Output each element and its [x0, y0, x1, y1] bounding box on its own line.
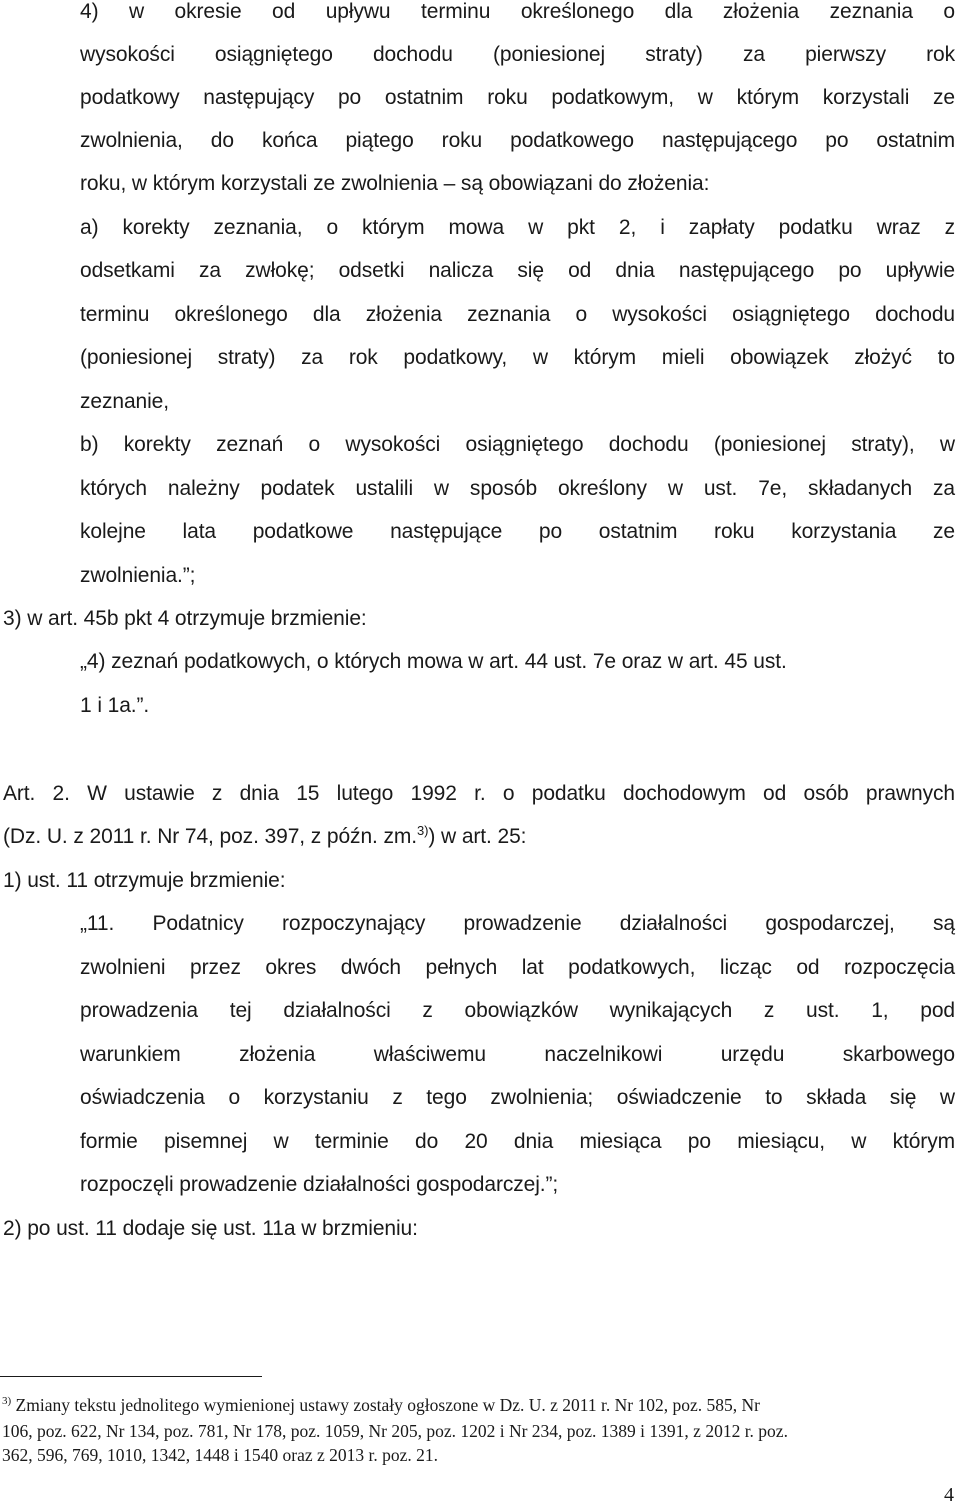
article-heading-line: Art. 2. W ustawie z dnia 15 lutego 1992 r. o podatku dochodowym od osób prawnych [3, 782, 955, 805]
text-line: a) korekty zeznania, o którym mowa w pkt 2, i zapłaty podatku wraz z [80, 216, 955, 239]
text-line: prowadzenia tej działalności z obowiązków wynikających z ust. 1, pod [80, 999, 955, 1022]
text-line: podatkowy następujący po ostatnim roku podatkowym, w którym korzystali ze [80, 86, 955, 109]
text-line: 1) ust. 11 otrzymuje brzmienie: [3, 869, 286, 892]
text-line: odsetkami za zwłokę; odsetki nalicza się od dnia następującego po upływie [80, 259, 955, 282]
text-line: formie pisemnej w terminie do 20 dnia miesiąca po miesiącu, w którym [80, 1130, 955, 1153]
footnote-ref[interactable]: 3) [417, 823, 429, 838]
text-line: 4) w okresie od upływu terminu określonego dla złożenia zeznania o [80, 0, 955, 23]
footnote-line: 362, 596, 769, 1010, 1342, 1448 i 1540 oraz z 2013 r. poz. 21. [2, 1445, 438, 1465]
text-line: których należny podatek ustalili w sposób określony w ust. 7e, składanych za [80, 477, 955, 500]
footnote-marker: 3) [2, 1395, 12, 1407]
citation-tail: ) w art. 25: [428, 825, 527, 848]
footnote-line: 106, poz. 622, Nr 134, poz. 781, Nr 178, poz. 1059, Nr 205, poz. 1202 i Nr 234, poz. 1389 i 1391, z 2012 r. poz. [2, 1421, 788, 1441]
text-line: warunkiem złożenia właściwemu naczelnikowi urzędu skarbowego [80, 1043, 955, 1066]
text-line: oświadczenia o korzystaniu z tego zwolnienia; oświadczenie to składa się w [80, 1086, 955, 1109]
text-line: „11. Podatnicy rozpoczynający prowadzenie działalności gospodarczej, są [80, 912, 955, 935]
text-line: 3) w art. 45b pkt 4 otrzymuje brzmienie: [3, 607, 367, 630]
text-line: „4) zeznań podatkowych, o których mowa w art. 44 ust. 7e oraz w art. 45 ust. [80, 650, 787, 673]
text-line: zwolnienia.”; [80, 564, 196, 587]
text-line: kolejne lata podatkowe następujące po ostatnim roku korzystania ze [80, 520, 955, 543]
text-line: zwolnienia, do końca piątego roku podatkowego następującego po ostatnim [80, 129, 955, 152]
citation: (Dz. U. z 2011 r. Nr 74, poz. 397, z późn. zm. [3, 825, 418, 848]
text-line: zwolnieni przez okres dwóch pełnych lat podatkowych, licząc od rozpoczęcia [80, 956, 955, 979]
text-line: 2) po ust. 11 dodaje się ust. 11a w brzmieniu: [3, 1217, 418, 1240]
footnote-separator [0, 1376, 262, 1377]
text-line: (poniesionej straty) za rok podatkowy, w którym mieli obowiązek złożyć to [80, 346, 955, 369]
text-line: zeznanie, [80, 390, 169, 413]
text-line: terminu określonego dla złożenia zeznania o wysokości osiągniętego dochodu [80, 303, 955, 326]
footnote-line [2, 1394, 760, 1419]
page-number: 4 [944, 1484, 954, 1506]
text-line: wysokości osiągniętego dochodu (poniesionej straty) za pierwszy rok [80, 43, 955, 66]
text-line: roku, w którym korzystali ze zwolnienia – są obowiązani do złożenia: [80, 172, 710, 195]
text-line: b) korekty zeznań o wysokości osiągniętego dochodu (poniesionej straty), w [80, 433, 955, 456]
text-line [3, 822, 526, 852]
text-line: 1 i 1a.”. [80, 694, 150, 717]
footnote-text: Zmiany tekstu jednolitego wymienionej ustawy zostały ogłoszone w Dz. U. z 2011 r. Nr 102, poz. 585, Nr [15, 1395, 760, 1415]
text-line: rozpoczęli prowadzenie działalności gospodarczej.”; [80, 1173, 559, 1196]
